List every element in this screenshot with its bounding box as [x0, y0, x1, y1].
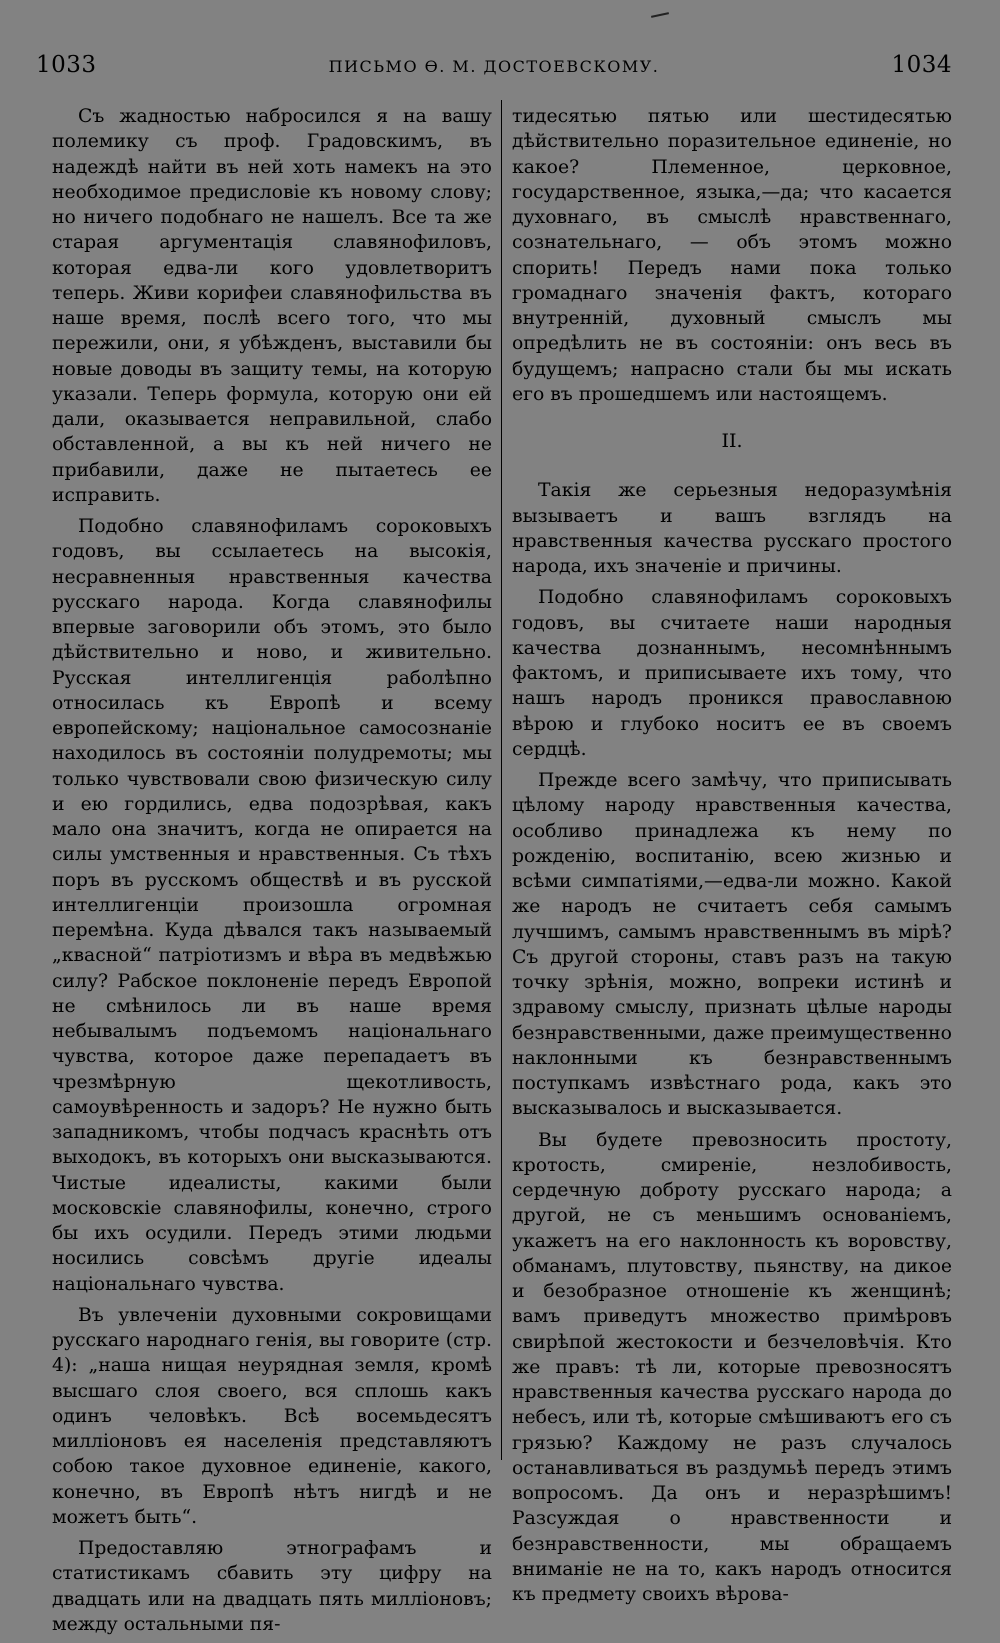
right-column	[512, 104, 952, 1613]
running-title: ПИСЬМО Ѳ. М. ДОСТОЕВСКОМУ.	[328, 57, 660, 76]
page-number-right: 1034	[891, 52, 952, 78]
page-header	[36, 52, 952, 92]
paragraph: Въ увлеченіи духовными сокровищами русскаго народнаго генія, вы говорите (стр. 4): „наша нищая неурядная земля, кромѣ высшаго слоя своего, вся сплошь какъ одинъ человѣкъ. Всѣ восемьдесятъ милліоновъ ея населенія представляютъ собою такое духовное единеніе, какого, конечно, въ Европѣ нѣтъ нигдѣ и не можетъ быть“.	[52, 1304, 492, 1528]
paragraph: Вы будете превозносить простоту, кротость, смиреніе, незлобивость, сердечную доброту русскаго народа; а другой, не съ меньшимъ основаніемъ, укажетъ на его наклонность къ воровству, обманамъ, плутовству, пьянству, на дикое и безобразное отношеніе къ женщинѣ; вамъ приведутъ множество примѣровъ свирѣпой жестокости и безчеловѣчія. Кто же правъ: тѣ ли, которые превозносятъ нравственныя качества русскаго народа до небесъ, или тѣ, которые смѣшиваютъ его съ грязью? Каждому не разъ случалось останавливаться въ раздумьѣ передъ этимъ вопросомъ. Да онъ и неразрѣшимъ! Разсуждая о нравственности и безнравственности, мы обращаемъ вниманіе не на то, какъ народъ относится къ предмету своихъ вѣрова-	[512, 1129, 952, 1605]
paragraph-continuation: тидесятью пятью или шестидесятью дѣйствительно поразительное единеніе, но какое? Племенное, церковное, государственное, языка,—да; что касается духовнаго, въ смыслѣ нравственнаго, сознательнаго, — объ этомъ можно спорить! Передъ нами пока только громаднаго значенія фактъ, котораго внутренній, духовный смыслъ мы опредѣлить не въ состояніи: онъ весь въ будущемъ; напрасно стали бы мы искать его въ прошедшемъ или настоящемъ.	[512, 106, 952, 405]
page-number-left: 1033	[36, 52, 97, 78]
paragraph: Такія же серьезныя недоразумѣнія вызываетъ и вашъ взглядъ на нравственныя качества русскаго простого народа, ихъ значеніе и причины.	[512, 480, 952, 577]
left-column	[52, 104, 492, 1643]
column-divider	[501, 100, 502, 1460]
paragraph: Прежде всего замѣчу, что приписывать цѣлому народу нравственныя качества, особливо принадлежа къ нему по рожденію, воспитанію, всею жизнью и всѣми симпатіями,—едва-ли можно. Какой же народъ не считаетъ себя самымъ лучшимъ, самымъ нравственнымъ въ мірѣ? Съ другой стороны, ставъ разъ на такую точку зрѣнія, можно, вопреки истинѣ и здравому смыслу, признать цѣлые народы безнравственными, даже преимущественно наклонными къ безнравственнымъ поступкамъ извѣстнаго рода, какъ это высказывалось и высказывается.	[512, 770, 952, 1120]
section-heading: II.	[721, 430, 743, 452]
paragraph: Подобно славянофиламъ сороковыхъ годовъ, вы считаете наши народныя качества дознаннымъ, несомнѣннымъ фактомъ, и приписываете ихъ тому, что нашъ народъ проникся православною вѣрою и глубоко носитъ ее въ своемъ сердцѣ.	[512, 587, 952, 760]
paragraph: Съ жадностью набросился я на вашу полемику съ проф. Градовскимъ, въ надеждѣ найти въ ней хоть намекъ на это необходимое предисловіе къ новому слову; но ничего подобнаго не нашелъ. Все та же старая аргументація славянофиловъ, которая едва-ли кого удовлетворитъ теперь. Живи корифеи славянофильства въ наше время, послѣ всего того, что мы пережили, они, я убѣжденъ, выставили бы новые доводы въ защиту темы, на которую указали. Теперь формула, которую они ей дали, оказывается неправильной, слабо обставленной, а вы къ ней ничего не прибавили, даже не пытаетесь ее исправить.	[52, 106, 492, 506]
paragraph: Предоставляю этнографамъ и статистикамъ сбавить эту цифру на двадцать или на двадцать пять милліоновъ; между остальными пя-	[52, 1538, 492, 1635]
paragraph: Подобно славянофиламъ сороковыхъ годовъ, вы ссылаетесь на высокія, несравненныя нравственныя качества русскаго народа. Когда славянофилы впервые заговорили объ этомъ, это было дѣйствительно и ново, и живительно. Русская интеллигенція раболѣпно относилась къ Европѣ и всему европейскому; національное самосознаніе находилось въ состояніи полудремоты; мы только чувствовали свою физическую силу и ею гордились, едва подозрѣвая, какъ мало она значитъ, когда не опирается на силы умственныя и нравственныя. Съ тѣхъ поръ въ русскомъ обществѣ и въ русской интеллигенціи произошла огромная перемѣна. Куда дѣвался такъ называемый „квасной“ патріотизмъ и вѣра въ медвѣжью силу? Рабское поклоненіе передъ Европой не смѣнилось ли въ наше время небывалымъ подъемомъ національнаго чувства, которое даже перепадаетъ въ чрезмѣрную щекотливость, самоувѣренность и задоръ? Не нужно быть западникомъ, чтобы подчасъ краснѣть отъ выходокъ, въ которыхъ они высказываются. Чистые идеалисты, какими были московскіе славянофилы, конечно, строго бы ихъ осудили. Передъ этими людьми носились совсѣмъ другіе идеалы національнаго чувства.	[52, 516, 492, 1295]
print-speck	[651, 12, 669, 18]
